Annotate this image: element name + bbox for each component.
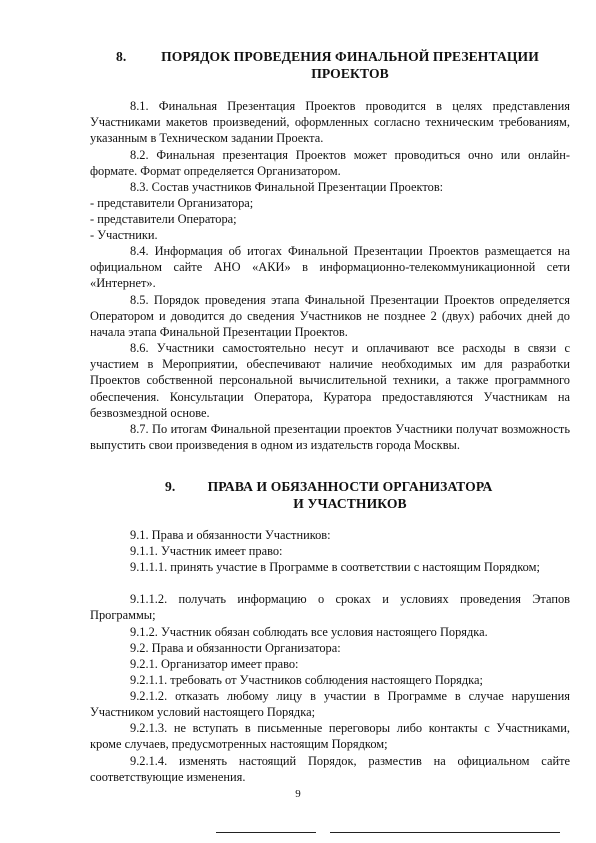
page-number: 9 — [295, 788, 301, 800]
paragraph-8-3: 8.3. Состав участников Финальной Презентации Проектов: — [130, 180, 444, 194]
paragraph-9-1-2: 9.1.2. Участник обязан соблюдать все условия настоящего Порядка. — [130, 625, 488, 639]
section-9-heading — [90, 478, 570, 512]
footer-rule-right — [330, 832, 560, 833]
paragraph-9-1: 9.1. Права и обязанности Участников: — [130, 528, 331, 542]
section-9-title-line1: ПРАВА И ОБЯЗАННОСТИ ОРГАНИЗАТОРА — [207, 479, 493, 494]
section-9-number: 9. — [165, 479, 176, 494]
list-item-operator: - представители Оператора; — [90, 212, 237, 226]
section-8-number: 8. — [116, 49, 127, 64]
paragraph-8-7: 8.7. По итогам Финальной презентации проектов Участники получат возможность выпустить свои произведения в одном из издательств города Москвы. — [90, 422, 570, 453]
paragraph-9-2: 9.2. Права и обязанности Организатора: — [130, 641, 341, 655]
section-9-title-line2: И УЧАСТНИКОВ — [293, 496, 407, 511]
paragraph-9-2-1: 9.2.1. Организатор имеет право: — [130, 657, 299, 671]
list-item-participants: - Участники. — [90, 228, 158, 242]
list-item-organizer: - представители Организатора; — [90, 196, 254, 210]
paragraph-8-6: 8.6. Участники самостоятельно несут и оплачивают все расходы в связи с участием в Мероприятии, обеспечивают наличие необходимых им для разработки Проектов собственной персональной вычислительной техники, а также программного обеспечения. Консультации Оператора, Куратора предоставляются Участникам на безвозмездной основе. — [90, 341, 570, 420]
paragraph-8-1: 8.1. Финальная Презентация Проектов проводится в целях представления Участниками макетов произведений, оформленных согласно техническим требованиям, указанным в Техническом задании Проекта. — [90, 99, 570, 146]
paragraph-9-2-1-1: 9.2.1.1. требовать от Участников соблюдения настоящего Порядка; — [130, 673, 483, 687]
paragraph-8-2: 8.2. Финальная презентация Проектов может проводиться очно или онлайн-формате. Формат определяется Организатором. — [90, 148, 570, 179]
paragraph-8-4: 8.4. Информация об итогах Финальной Презентации Проектов размещается на официальном сайте АНО «АКИ» в информационно-телекоммуникационной сети «Интернет». — [90, 244, 570, 291]
section-8-heading — [90, 48, 570, 82]
section-8-title-line1: ПОРЯДОК ПРОВЕДЕНИЯ ФИНАЛЬНОЙ ПРЕЗЕНТАЦИИ — [161, 49, 539, 64]
paragraph-9-1-1: 9.1.1. Участник имеет право: — [130, 544, 283, 558]
paragraph-9-2-1-2: 9.2.1.2. отказать любому лицу в участии в Программе в случае нарушения Участником условий настоящего Порядка; — [90, 689, 570, 720]
paragraph-8-5: 8.5. Порядок проведения этапа Финальной Презентации Проектов определяется Оператором и доводится до сведения Участников не позднее 2 (двух) рабочих дней до начала этапа Финальной Презентации Проектов. — [90, 293, 570, 340]
paragraph-9-2-1-3: 9.2.1.3. не вступать в письменные переговоры либо контакты с Участниками, кроме случаев, предусмотренных настоящим Порядком; — [90, 721, 570, 752]
footer-rule-left — [216, 832, 316, 833]
paragraph-9-1-1-1: 9.1.1.1. принять участие в Программе в соответствии с настоящим Порядком; — [130, 560, 540, 574]
paragraph-9-1-1-2: 9.1.1.2. получать информацию о сроках и условиях проведения Этапов Программы; — [90, 592, 570, 623]
section-8-title-line2: ПРОЕКТОВ — [311, 66, 389, 81]
paragraph-9-2-1-4: 9.2.1.4. изменять настоящий Порядок, разместив на официальном сайте соответствующие изменения. — [90, 754, 570, 785]
